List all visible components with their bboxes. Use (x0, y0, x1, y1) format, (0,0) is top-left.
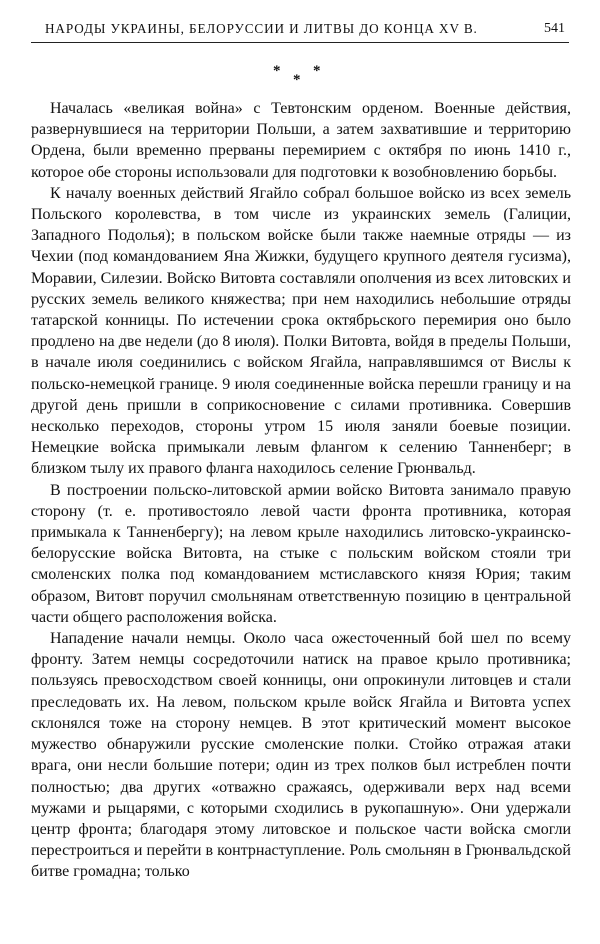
separator-star: * (273, 63, 281, 79)
paragraph: В построении польско-литовской армии войско Витовта занимало правую сторону (т. е. противостояло левой части фронта противника, которая примыкала к Танненбергу); на левом крыле находились литовско-украинско-белорусские войска Витовта, на стыке с польским войском стояли три смоленских полка под командованием мстиславского князя Юрия; таким образом, Витовт поручил смольнянам ответственную позицию в центральной части общего расположения войска. (31, 481, 571, 626)
separator-star: * (293, 72, 301, 88)
section-separator (0, 64, 600, 94)
page-number: 541 (544, 21, 565, 36)
body-text (31, 98, 571, 883)
paragraph: Нападение начали немцы. Около часа ожесточенный бой шел по всему фронту. Затем немцы сосредоточили натиск на правое крыло противника; пользуясь превосходством своей конницы, они опрокинули литовцев и стали преследовать их. На левом, польском крыле войск Ягайла и Витовта успех склонялся тоже на сторону немцев. В этот критический момент высокое мужество обнаружили русские смоленские полки. Стойко отражая атаки врага, они несли большие потери; один из трех полков был истреблен почти полностью; два других «отважно сражаясь, одерживали верх над всеми мужами и рыцарями, с которыми сходились в рукопашную». Они удержали центр фронта; благодаря этому литовское и польское части войска смогли перестроиться и перейти в контрнаступление. Роль смольнян в Грюнвальдской битве громадна; только (31, 630, 571, 881)
running-title: НАРОДЫ УКРАИНЫ, БЕЛОРУССИИ И ЛИТВЫ ДО КОНЦА XV В. (45, 21, 478, 36)
paragraph: К началу военных действий Ягайло собрал большое войско из всех земель Польского королевства, в том числе из украинских земель (Галиции, Западного Подолья); в польском войске были также наемные отряды — из Чехии (под командованием Яна Жижки, будущего крупного деятеля гусизма), Моравии, Силезии. Войско Витовта составляли ополчения из всех литовских и русских земель великого княжества; при нем находились небольшие отряды татарской конницы. По истечении срока октябрьского перемирия оно было продлено на две недели (до 8 июля). Полки Витовта, войдя в пределы Польши, в начале июля соединились с войском Ягайла, направлявшимся от Вислы к польско-немецкой границе. 9 июля соединенные войска перешли границу и на другой день пришли в соприкосновение с силами противника. Совершив несколько переходов, стороны утром 15 июля заняли боевые позиции. Немецкие войска примыкали левым флангом к селению Танненберг; в близком тылу их правого фланга находилось селение Грюнвальд. (31, 184, 571, 478)
running-header (31, 20, 569, 43)
paragraph: Началась «великая война» с Тевтонским орденом. Военные действия, развернувшиеся на территории Польши, а затем захватившие и территорию Ордена, были временно прерваны перемирием с октября по июнь 1410 г., которое обе стороны использовали для подготовки к возобновлению борьбы. (31, 100, 571, 181)
separator-star: * (313, 63, 321, 79)
